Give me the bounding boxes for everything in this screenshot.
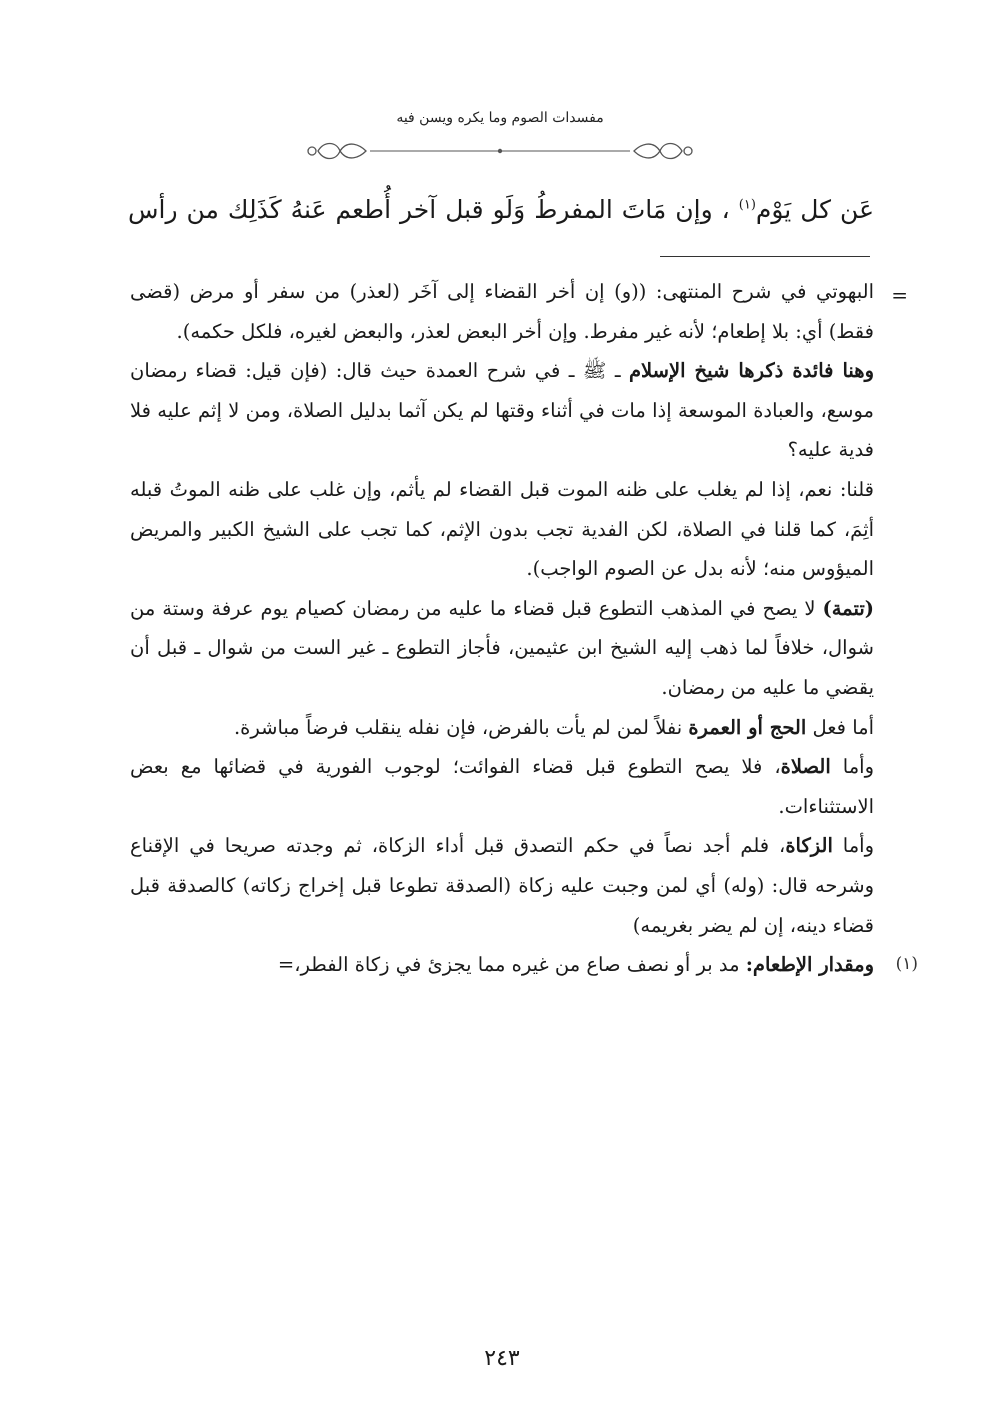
page-number: ٢٤٣ [484,1346,520,1371]
note-paragraph-2-text: في شرح العمدة حيث قال: (فإن قيل: قضاء رمضان موسع، والعبادة الموسعة إذا مات في أثناء وقتها لم يكن آثما بدليل الصلاة، ومن لا إثم عليه فلا فدية عليه؟ [130,359,874,462]
footnote-1 [130,945,918,985]
continuation-mark: = [891,283,908,307]
footnote-number: (١) [895,954,918,975]
note-paragraph-6-end: ، فلا يصح التطوع قبل قضاء الفوائت؛ لوجوب الفورية في قضائها مع بعض الاستثناءات. [130,755,874,818]
main-text-line [128,188,874,232]
note-paragraph-4-text: لا يصح في المذهب التطوع قبل قضاء ما عليه من رمضان كصيام يوم عرفة وستة من شوال، خلافاً لما ذهب إليه الشيخ ابن عثيمين، فأجاز التطوع ـ غير الست من شوال ـ قبل أن يقضي ما عليه من رمضان. [130,596,874,699]
note-paragraph-3-text: قلنا: نعم، إذا لم يغلب على ظنه الموت قبل القضاء لم يأثم، وإن غلب على ظنه الموتُ قبله أثِمَ، كما قلنا في الصلاة، لكن الفدية تجب بدون الإثم، كما تجب على الشيخ الكبير والمريض الميؤوس منه؛ لأنه بدل عن الصوم الواجب). [130,477,874,581]
main-text-start: عَن كل يَوْم [755,195,875,224]
note-paragraph-6-start: وأما [830,755,874,779]
note-paragraph-5 [130,708,874,748]
note-paragraph-6-bold: الصلاة [780,755,831,779]
footnote-separator [660,256,870,257]
footnote-1-bold: ومقدار الإطعام: [745,953,874,977]
note-paragraph-7-bold: الزكاة [785,834,833,858]
note-paragraph-1-text: البهوتي في شرح المنتهى: ((و) إن أخر القضاء إلى آخَر (لعذر) من سفر أو مرض (قضى فقط) أي: بلا إطعام؛ لأنه غير مفرط. وإن أخر البعض لعذر، والبعض لغيره، فلكل حكمه). [130,280,874,343]
footnote-reference[interactable]: (١) [738,197,756,213]
note-paragraph-3 [130,470,874,589]
footnote-1-text: مد بر أو نصف صاع من غيره مما يجزئ في زكاة الفطر،= [277,953,746,977]
footnotes [130,272,918,985]
note-paragraph-5-end: نفلاً لمن لم يأت بالفرض، فإن نفله ينقلب فرضاً مباشرة. [233,715,689,739]
note-paragraph-7-end: ، فلم أجد نصاً في حكم التصدق قبل أداء الزكاة، ثم وجدته صريحا في الإقناع وشرحه قال: (وله) أي لمن وجبت عليه زكاة (الصدقة تطوعا قبل إخراج زكاته) كالصدقة قبل قضاء دينه، إن لم يضر بغريمه) [130,834,874,937]
note-paragraph-6 [130,747,874,826]
note-paragraph-5-start: أما فعل [806,715,874,739]
header-title: مفسدات الصوم وما يكره ويسن فيه [396,110,604,126]
note-paragraph-7-start: وأما [832,834,875,858]
main-text-end: ، وإن مَاتَ المفرطُ وَلَو قبل آخر أُطعم عَنهُ كَذَلِك من رأس [128,195,730,224]
note-paragraph-1 [130,272,908,351]
note-paragraph-5-bold: الحج أو العمرة [688,715,807,739]
note-paragraph-2-honorific: ـ ﷺ ـ [560,359,629,383]
note-paragraph-2-bold: وهنا فائدة ذكرها شيخ الإسلام [628,359,874,383]
running-header [300,110,700,170]
note-paragraph-4 [130,589,874,708]
note-paragraph-4-bold: (تتمة) [822,596,874,620]
note-paragraph-2 [130,351,874,470]
header-ornament-icon [300,136,700,166]
note-paragraph-7 [130,826,874,945]
